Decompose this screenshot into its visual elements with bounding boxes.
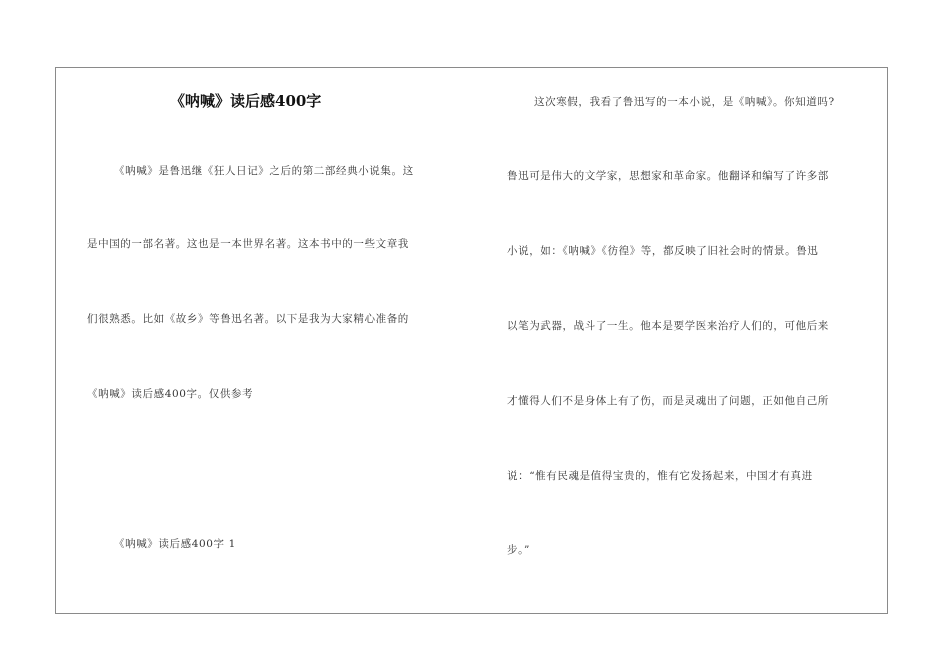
left-paragraph-line-3: 们很熟悉。比如《故乡》等鲁迅名著。以下是我为大家精心准备的	[87, 313, 409, 325]
section-subheading: 《呐喊》读后感400字 1	[114, 538, 236, 550]
right-paragraph-line-1: 这次寒假，我看了鲁迅写的一本小说，是《呐喊》。你知道吗?	[534, 96, 835, 108]
right-paragraph-line-5: 才懂得人们不是身体上有了伤，而是灵魂出了问题，正如他自己所	[507, 395, 829, 407]
right-paragraph-line-6: 说：“惟有民魂是值得宝贵的，惟有它发扬起来，中国才有真进	[507, 470, 813, 482]
right-paragraph-line-7: 步。”	[507, 544, 530, 556]
right-paragraph-line-4: 以笔为武器，战斗了一生。他本是要学医来治疗人们的，可他后来	[507, 320, 829, 332]
page-frame	[55, 67, 888, 614]
right-paragraph-line-2: 鲁迅可是伟大的文学家，思想家和革命家。他翻译和编写了许多部	[507, 170, 829, 182]
left-paragraph-line-1: 《呐喊》是鲁迅继《狂人日记》之后的第二部经典小说集。这	[114, 165, 414, 177]
document-title: 《呐喊》读后感400字	[170, 92, 322, 110]
right-paragraph-line-3: 小说，如：《呐喊》《彷徨》等，都反映了旧社会时的情景。鲁迅	[507, 245, 819, 257]
left-paragraph-line-2: 是中国的一部名著。这也是一本世界名著。这本书中的一些文章我	[87, 238, 409, 250]
left-paragraph-line-4: 《呐喊》读后感400字。仅供参考	[87, 388, 254, 400]
